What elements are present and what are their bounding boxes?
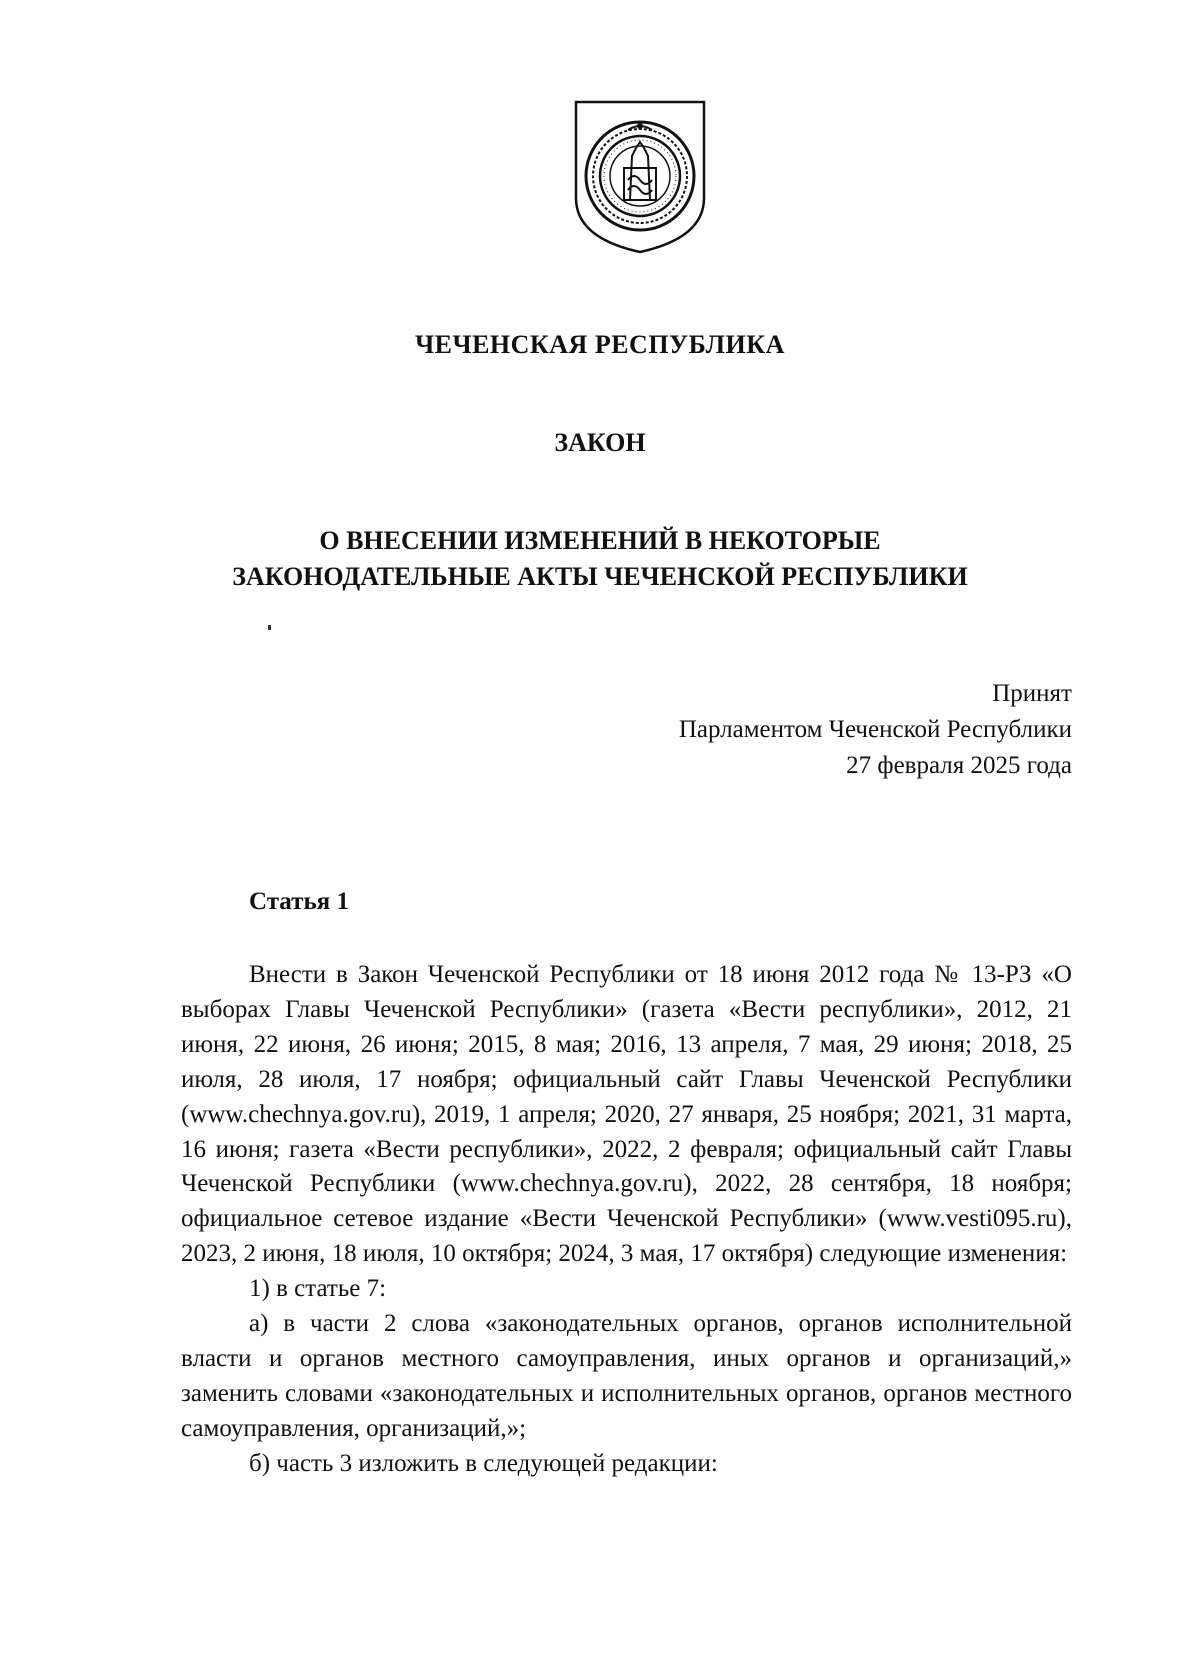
law-title-line-1: О ВНЕСЕНИИ ИЗМЕНЕНИЙ В НЕКОТОРЫЕ xyxy=(319,526,881,555)
emblem-icon xyxy=(572,98,708,256)
law-title-line-2: ЗАКОНОДАТЕЛЬНЫЕ АКТЫ ЧЕЧЕНСКОЙ РЕСПУБЛИКИ xyxy=(232,562,968,591)
document-type: ЗАКОН xyxy=(554,428,646,457)
list-item-b: б) часть 3 изложить в следующей редакции: xyxy=(249,1449,718,1477)
article-intro-paragraph: Внести в Закон Чеченской Республики от 18 июня 2012 года № 13-РЗ «О выборах Главы Чеченской Республики» (газета «Вести республики», 2012, 21 июня, 22 июня, 26 июня; 2015, 8 мая; 2016, 13 апреля, 7 мая, 29 июня; 2018, 25 июля, 28 июля, 17 ноября; официальный сайт Главы Чеченской Республики (www.chechnya.gov.ru), 2019, 1 апреля; 2020, 27 января, 25 ноября; 2021, 31 марта, 16 июня; газета «Вести республики», 2022, 2 февраля; официальный сайт Главы Чеченской Республики (www.chechnya.gov.ru), 2022, 28 сентября, 18 ноября; официальное сетевое издание «Вести Чеченской Республики» (www.vesti095.ru), 2023, 2 июня, 18 июля, 10 октября; 2024, 3 мая, 17 октября) следующие изменения: xyxy=(181,961,1072,1268)
list-item-a: а) в части 2 слова «законодательных органов, органов исполнительной власти и органов местного самоуправления, иных органов и организаций,» заменить словами «законодательных и исполнительных органов, органов местного самоуправления, организаций,»; xyxy=(181,1310,1072,1442)
coat-of-arms-emblem xyxy=(572,98,708,256)
article-heading: Статья 1 xyxy=(249,888,349,915)
article-body xyxy=(181,958,1072,1482)
law-title xyxy=(0,523,1200,595)
list-item-1: 1) в статье 7: xyxy=(249,1275,387,1303)
adopted-by: Парламентом Чеченской Республики xyxy=(678,716,1072,743)
adopted-label: Принят xyxy=(992,680,1072,707)
adoption-block xyxy=(679,676,1072,784)
scan-mark xyxy=(268,625,271,630)
republic-name: ЧЕЧЕНСКАЯ РЕСПУБЛИКА xyxy=(415,330,785,359)
adopted-date: 27 февраля 2025 года xyxy=(846,752,1072,779)
